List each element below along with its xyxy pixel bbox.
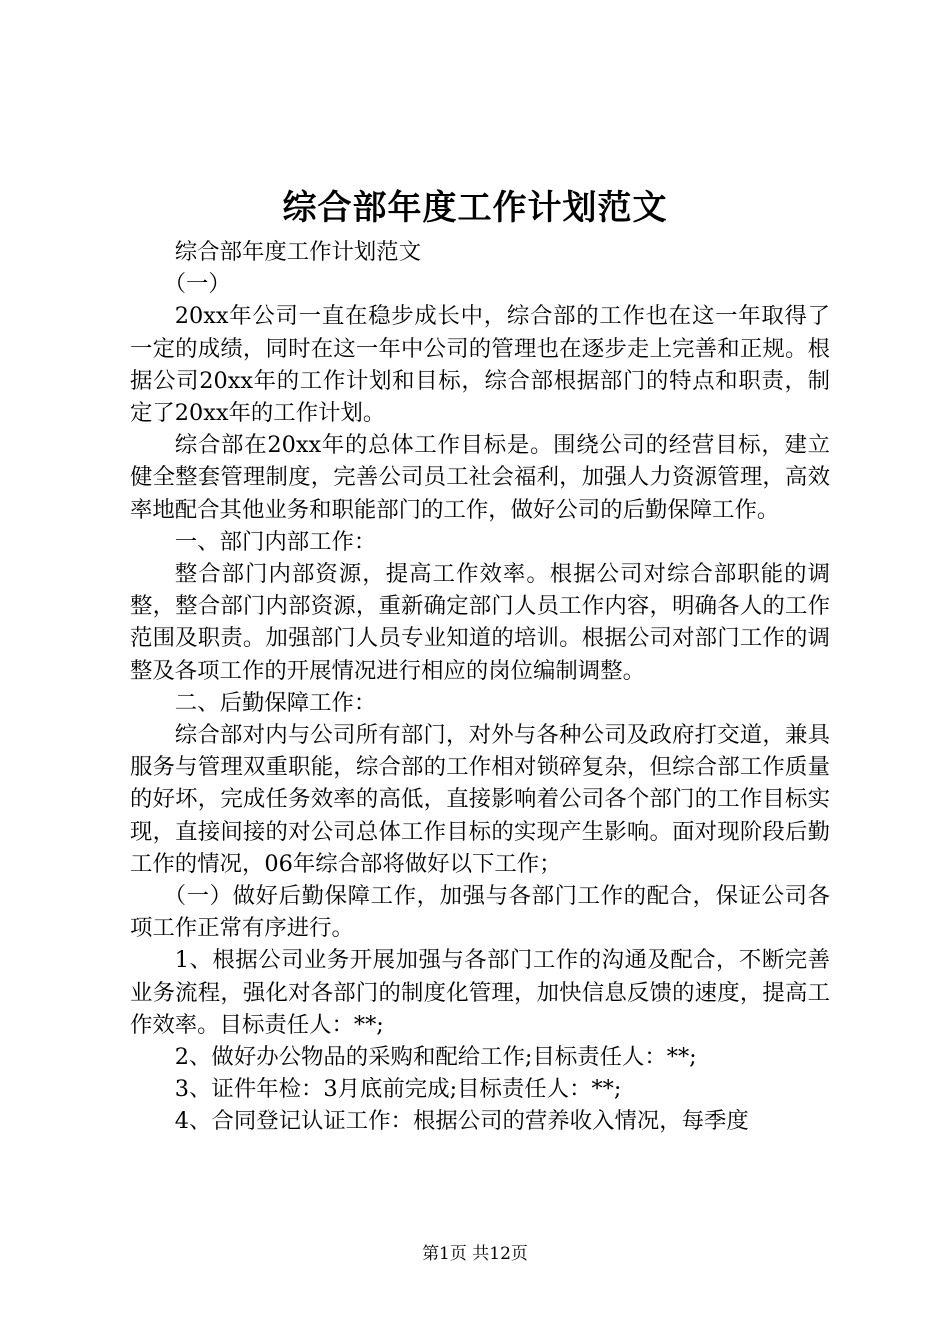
document-body (130, 236, 830, 1138)
list-item: 3、证件年检：3月底前完成;目标责任人：**; (174, 1076, 622, 1103)
paragraph: （一）做好后勤保障工作，加强与各部门工作的配合，保证公司各项工作正常有序进行。 (130, 883, 830, 942)
paragraph: 20xx年公司一直在稳步成长中，综合部的工作也在这一年取得了一定的成绩，同时在这一年中公司的管理也在逐步走上完善和正规。根据公司20xx年的工作计划和目标，综合部根据部门的特点和职责，制定了20xx年的工作计划。 (130, 303, 830, 427)
document-title: 综合部年度工作计划范文 (282, 188, 668, 228)
list-item: 4、合同登记认证工作：根据公司的营养收入情况，每季度 (174, 1108, 749, 1135)
paragraph: （一） (163, 271, 231, 298)
paragraph: 综合部对内与公司所有部门，对外与各种公司及政府打交道，兼具服务与管理双重职能，综合部的工作相对锁碎复杂，但综合部工作质量的好坏，完成任务效率的高低，直接影响着公司各个部门的工作目标实现，直接间接的对公司总体工作目标的实现产生影响。面对现阶段后勤工作的情况，06年综合部将做好以下工作； (130, 722, 830, 877)
paragraph: 综合部年度工作计划范文 (174, 239, 422, 265)
page-footer: 第1页 共12页 (422, 1244, 528, 1264)
section-heading: 一、部门内部工作： (174, 528, 377, 555)
list-item: 2、做好办公物品的采购和配给工作;目标责任人：**; (174, 1044, 697, 1071)
list-item: 1、根据公司业务开展加强与各部门工作的沟通及配合，不断完善业务流程，强化对各部门的制度化管理，加快信息反馈的速度，提高工作效率。目标责任人：**; (130, 947, 830, 1038)
paragraph: 整合部门内部资源，提高工作效率。根据公司对综合部职能的调整，整合部门内部资源，重新确定部门人员工作内容，明确各人的工作范围及职责。加强部门人员专业知道的培训。根据公司对部门工作的调整及各项工作的开展情况进行相应的岗位编制调整。 (130, 561, 830, 684)
section-heading: 二、后勤保障工作： (174, 689, 377, 716)
paragraph: 综合部在20xx年的总体工作目标是。围绕公司的经营目标，建立健全整套管理制度，完善公司员工社会福利，加强人力资源管理，高效率地配合其他业务和职能部门的工作，做好公司的后勤保障工作。 (130, 432, 830, 523)
